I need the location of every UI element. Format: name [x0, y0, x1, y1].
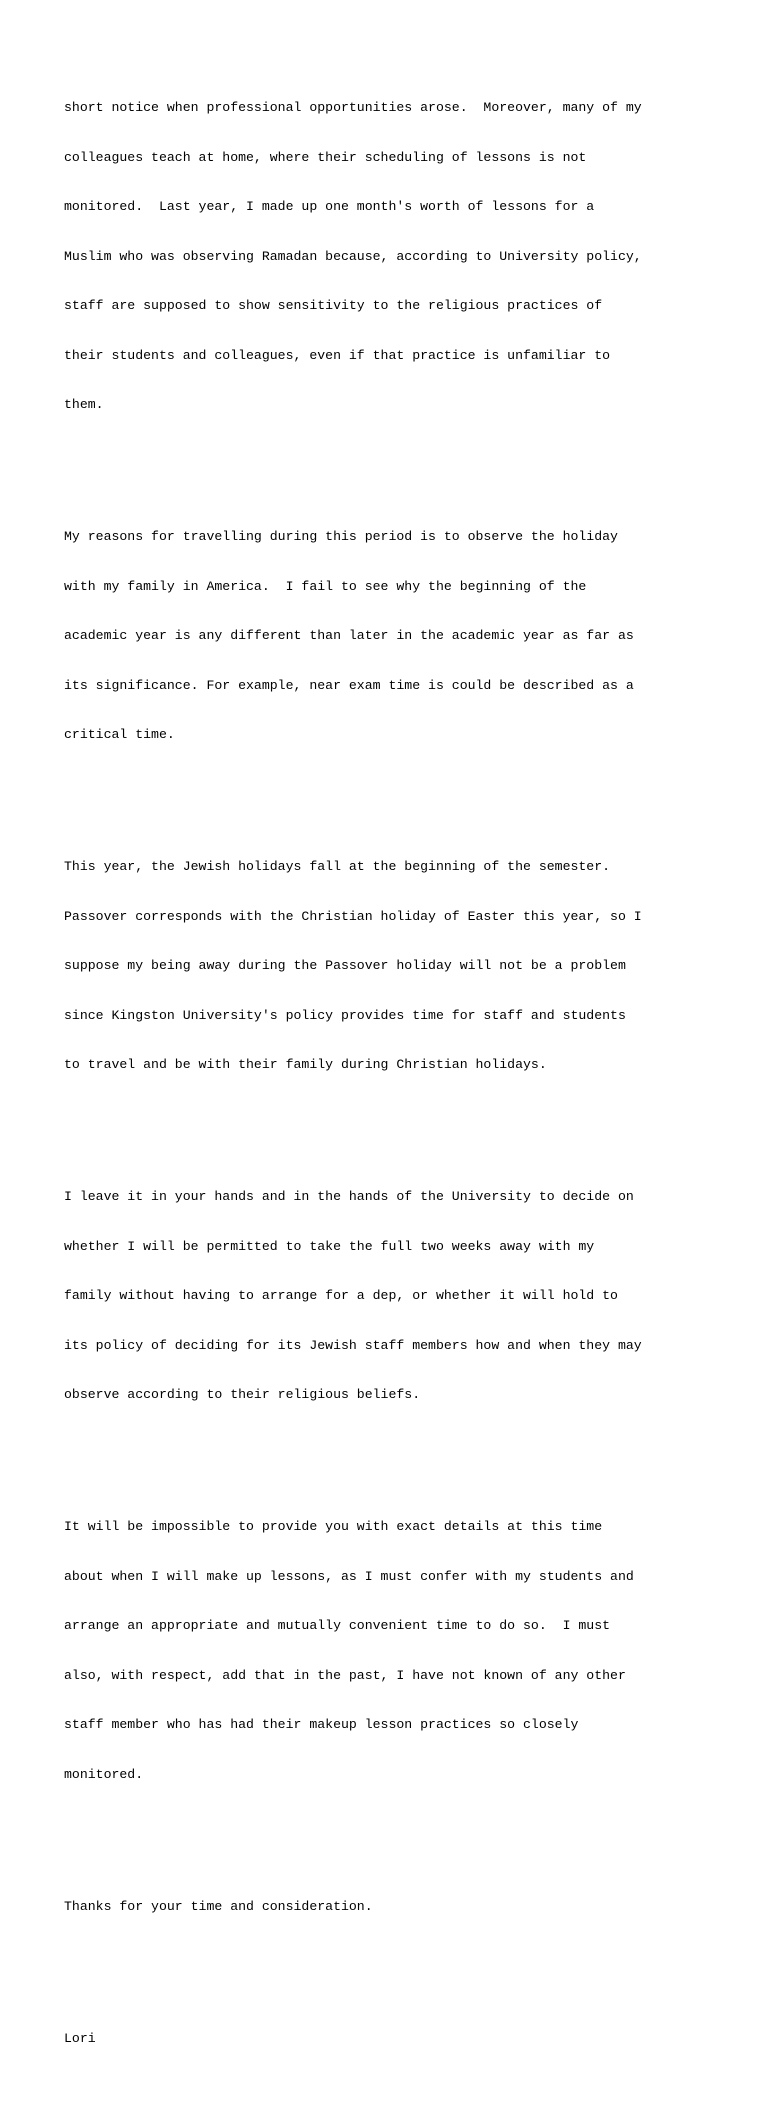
- text-line: Muslim who was observing Ramadan because, according to University policy,: [64, 248, 642, 264]
- text-line: My reasons for travelling during this period is to observe the holiday: [64, 529, 618, 544]
- text-line: their students and colleagues, even if that practice is unfamiliar to: [64, 347, 611, 363]
- signature-name: Lori: [64, 2030, 96, 2046]
- text-line: to travel and be with their family during Christian holidays.: [64, 1057, 547, 1072]
- text-line: whether I will be permitted to take the full two weeks away with my: [64, 1238, 595, 1254]
- signature: [64, 1998, 764, 2081]
- text-line: It will be impossible to provide you with exact details at this time: [64, 1519, 603, 1534]
- paragraph-reasons: [64, 496, 764, 777]
- text-line: staff member who has had their makeup lesson practices so closely: [64, 1717, 579, 1732]
- letter-body: [64, 34, 764, 2113]
- paragraph-decision: [64, 1156, 764, 1437]
- text-line: observe according to their religious beliefs.: [64, 1387, 421, 1402]
- paragraph-holidays: [64, 826, 764, 1107]
- text-line: its significance. For example, near exam time is could be described as a: [64, 677, 634, 693]
- text-line: staff are supposed to show sensitivity to the religious practices of: [64, 298, 603, 313]
- text-line: monitored. Last year, I made up one month's worth of lessons for a: [64, 199, 595, 214]
- text-line: them.: [64, 397, 104, 412]
- paragraph-makeup-lessons: [64, 1486, 764, 1816]
- text-line: arrange an appropriate and mutually convenient time to do so. I must: [64, 1618, 611, 1633]
- text-line: also, with respect, add that in the past, I have not known of any other: [64, 1667, 626, 1683]
- text-line: monitored.: [64, 1766, 144, 1782]
- text-line: critical time.: [64, 727, 175, 742]
- text-line: academic year is any different than later in the academic year as far as: [64, 628, 634, 643]
- text-line: This year, the Jewish holidays fall at the beginning of the semester.: [64, 859, 611, 874]
- text-line: with my family in America. I fail to see why the beginning of the: [64, 578, 587, 594]
- paragraph-closing: [64, 1866, 764, 1949]
- text-line: its policy of deciding for its Jewish staff members how and when they may: [64, 1337, 642, 1353]
- text-line: colleagues teach at home, where their scheduling of lessons is not: [64, 149, 587, 165]
- text-line: since Kingston University's policy provides time for staff and students: [64, 1007, 626, 1023]
- text-line: Passover corresponds with the Christian holiday of Easter this year, so I: [64, 908, 642, 924]
- paragraph-scheduling: [64, 67, 764, 447]
- text-line: Thanks for your time and consideration.: [64, 1898, 373, 1914]
- text-line: I leave it in your hands and in the hands of the University to decide on: [64, 1189, 634, 1204]
- text-line: suppose my being away during the Passover holiday will not be a problem: [64, 958, 626, 973]
- text-line: short notice when professional opportunities arose. Moreover, many of my: [64, 100, 642, 115]
- text-line: family without having to arrange for a dep, or whether it will hold to: [64, 1288, 618, 1303]
- text-line: about when I will make up lessons, as I must confer with my students and: [64, 1568, 634, 1584]
